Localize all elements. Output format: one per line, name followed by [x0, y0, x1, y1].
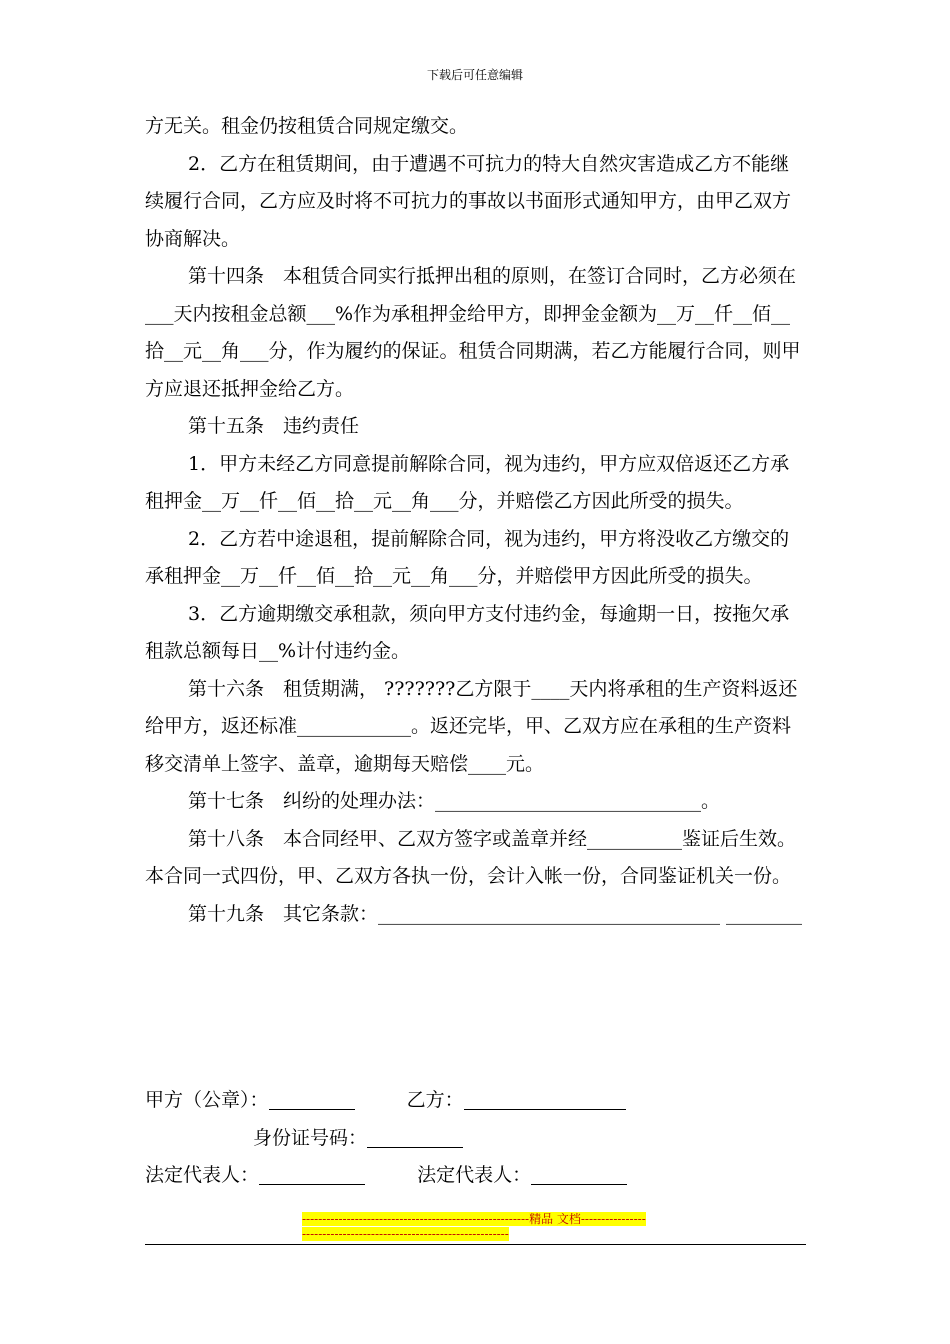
legal-rep-a-label: 法定代表人： [145, 1164, 260, 1186]
footer-text: --------------------------------------------------------精品 文档------------------------------------------------------------------- [302, 1212, 646, 1241]
paragraph: 方无关。租金仍按租赁合同规定缴交。 [145, 115, 469, 137]
paragraph: 1．甲方未经乙方同意提前解除合同，视为违约，甲方应双倍返还乙方承租押金__万__仟__佰__拾__元__角___分，并赔偿乙方因此所受的损失。 [145, 452, 790, 512]
signature-row-2 [253, 1123, 463, 1150]
contract-body [145, 108, 806, 933]
clause-17: 第十七条 纠纷的处理办法：____________________________。 [188, 790, 721, 812]
id-number-label: 身份证号码： [253, 1127, 368, 1149]
paragraph: 2．乙方在租赁期间，由于遭遇不可抗力的特大自然灾害造成乙方不能继续履行合同，乙方应及时将不可抗力的事故以书面形式通知甲方，由甲乙双方协商解决。 [145, 152, 792, 250]
clause-15-title: 第十五条 违约责任 [188, 415, 360, 437]
legal-rep-b-label: 法定代表人： [417, 1164, 532, 1186]
footer-watermark [302, 1212, 648, 1242]
clause-19: 第十九条 其它条款：____________________________________ ________ [188, 902, 803, 925]
signature-row-1 [145, 1085, 626, 1112]
page-header: 下载后可任意编辑 [426, 68, 523, 82]
bottom-divider [145, 1244, 806, 1245]
paragraph: 2．乙方若中途退租，提前解除合同，视为违约，甲方将没收乙方缴交的承租押金__万__仟__佰__拾__元__角___分，并赔偿甲方因此所受的损失。 [145, 527, 790, 587]
party-b-label: 乙方： [406, 1089, 464, 1111]
signature-row-3 [145, 1160, 627, 1187]
clause-16: 第十六条 租赁期满， ???????乙方限于____天内将承租的生产资料返还给甲方，返还标准____________。返还完毕，甲、乙双方应在承租的生产资料移交清单上签字、盖章，逾期每天赔偿____元。 [145, 677, 798, 775]
paragraph: 3．乙方逾期缴交承租款，须向甲方支付违约金，每逾期一日，按拖欠承租款总额每日__%计付违约金。 [145, 602, 790, 662]
party-a-label: 甲方（公章）： [145, 1089, 269, 1111]
clause-14: 第十四条 本租赁合同实行抵押出租的原则，在签订合同时，乙方必须在___天内按租金总额___%作为承租押金给甲方，即押金金额为__万__仟__佰__拾__元__角___分，作为履约的保证。租赁合同期满，若乙方能履行合同，则甲方应退还抵押金给乙方。 [145, 265, 801, 400]
id-number-blank [367, 1125, 463, 1148]
legal-rep-a-blank [259, 1162, 365, 1185]
party-b-blank [464, 1087, 626, 1110]
party-a-blank [269, 1087, 355, 1110]
clause-18: 第十八条 本合同经甲、乙双方签字或盖章并经__________鉴证后生效。本合同一式四份，甲、乙双方各执一份，会计入帐一份，合同鉴证机关一份。 [145, 827, 797, 887]
legal-rep-b-blank [531, 1162, 627, 1185]
